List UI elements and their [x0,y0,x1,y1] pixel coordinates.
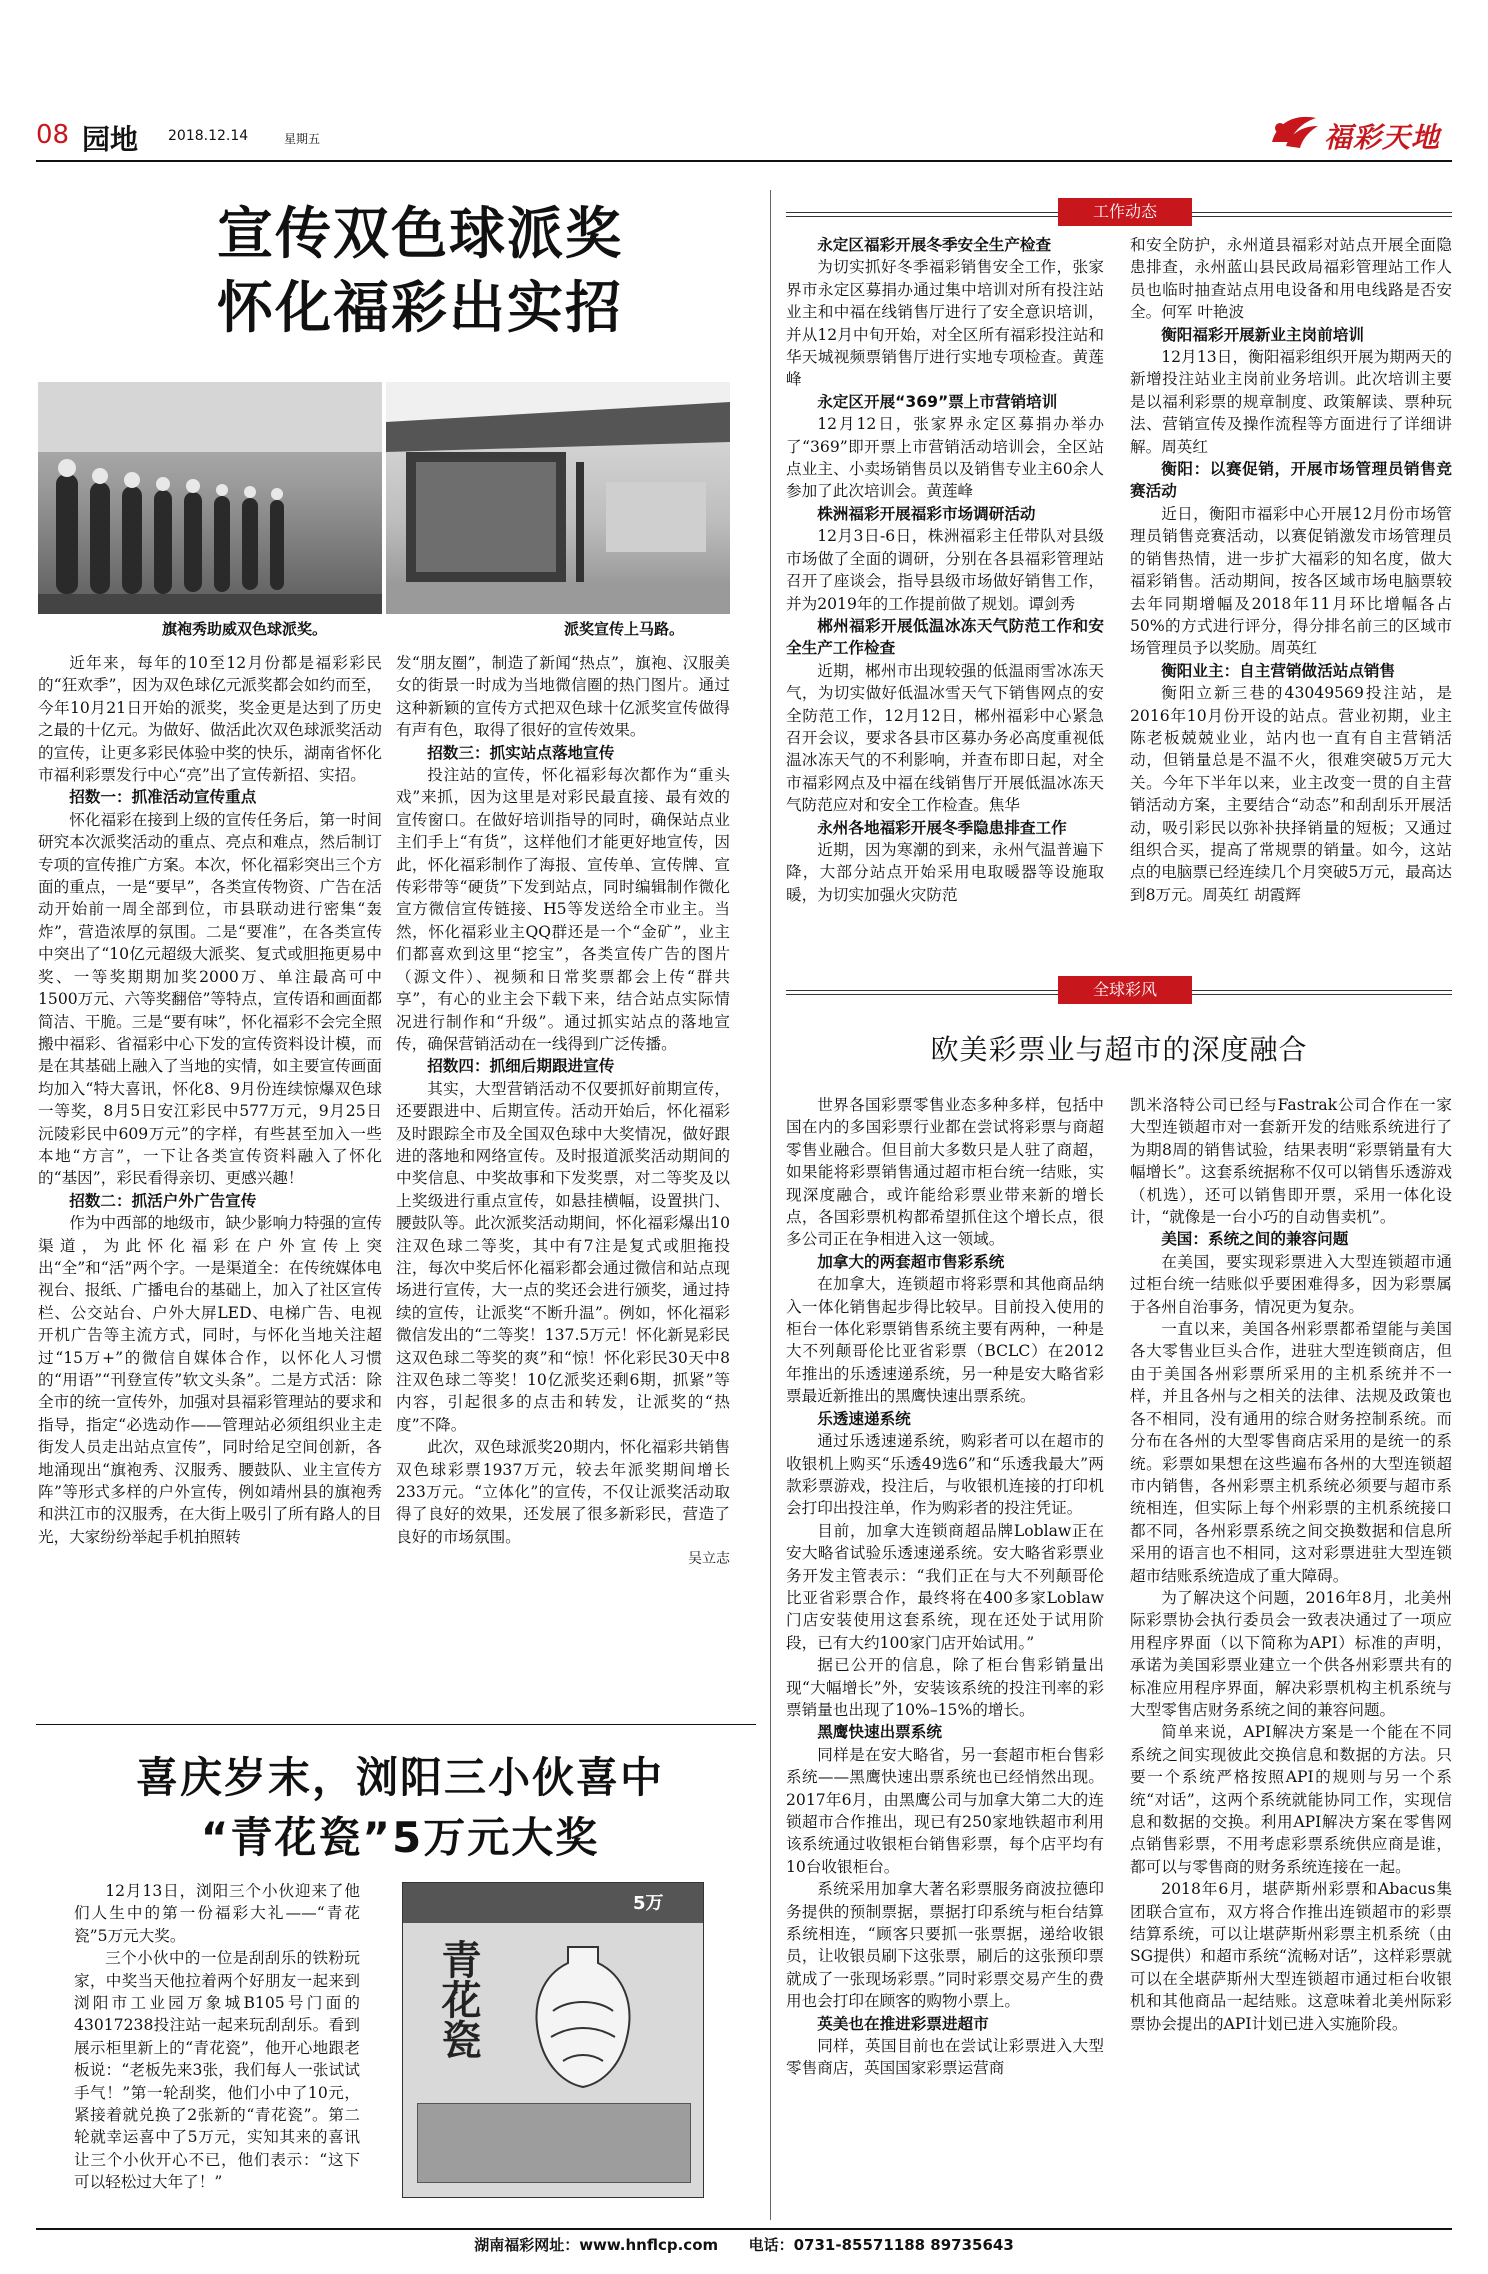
subheading: 郴州福彩开展低温冰冻天气防范工作和安全生产工作检查 [786,616,1104,658]
porcelain-vase-icon [523,1941,643,2091]
paragraph: 系统采用加拿大著名彩票服务商波拉德印务提供的预制票据，票据打印系统与柜台结算系统相连，“顾客只要抓一张票据，递给收银员，让收银员刷下这张票，刷后的这张预印票就成了一张现场彩票。”同时彩票交易产生的费用也会打印在顾客的购物小票上。 [786,1880,1104,2011]
paragraph: 近期，因为寒潮的到来，永州气温普遍下降，大部分站点开始采用电取暖器等设施取暖，为切实加强火灾防范 [786,840,1104,904]
worldlottery-column-1 [786,1094,1104,2220]
paragraph: 通过乐透速递系统，购彩者可以在超市的收银机上购买“乐透49选6”和“乐透我最大”两款彩票游戏，投注后，与收银机连接的打印机会打印出投注单，作为购彩者的投注凭证。 [786,1432,1104,1518]
logo-emblem-icon [1268,112,1322,152]
footer-website: 湖南福彩网址：www.hnflcp.com [474,2236,719,2254]
paragraph: 12月13日，衡阳福彩组织开展为期两天的新增投注站业主岗前业务培训。此次培训主要是以福利彩票的规章制度、政策解读、票种玩法、营销宣传及操作流程等方面进行了详细讲解。周英红 [1130,348,1452,456]
subheading: 株洲福彩开展福彩市场调研活动 [817,504,1036,523]
subheading: 永州各地福彩开展冬季隐患排查工作 [817,818,1067,837]
subheading: 永定区福彩开展冬季安全生产检查 [817,236,1052,254]
paragraph: 在美国，要实现彩票进入大型连锁超市通过柜台统一结账似乎要困难得多，因为彩票属于各州自治事务，情况更为复杂。 [1130,1252,1452,1316]
caption-qipao: 旗袍秀助威双色球派奖。 [162,620,328,638]
paragraph: 怀化福彩在接到上级的宣传任务后，第一时间研究本次派奖活动的重点、亮点和难点，然后制订专项的宣传推广方案。本次，怀化福彩突出三个方面的重点，一是“要早”，各类宣传物资、广告在活动开始前一周全部到位，市县联动进行密集“轰炸”，营造浓厚的氛围。二是“要准”，在各类宣传中突出了“10亿元超级大派奖、复式或胆拖更易中奖、一等奖期期加奖2000万、单注最高可中1500万元、六等奖翻倍”等特点，宣传语和画面都简洁、干脆。三是“要有味”，怀化福彩不会完全照搬中福彩、省福彩中心下发的宣传资料设计模，而是在其基础上融入了当地的实情，如主要宣传画面均加入“特大喜讯，怀化8、9月份连续惊爆双色球一等奖，8月5日安江彩民中577万元，9月25日沅陵彩民中609万元”的字样，有些甚至加入一些本地“方言”，一下让各类宣传资料融入了怀化的“基因”，彩民看得亲切、更感兴趣！ [38,810,382,1188]
footer-phone: 电话：0731-85571188 89735643 [748,2236,1014,2254]
masthead-rule [36,160,1452,162]
paragraph: 12月3日-6日，株洲福彩主任带队对县级市场做了全面的调研，分别在各县福彩管理站召开了座谈会，指导县级市场做好销售工作，并为2019年的工作提前做了规划。谭剑秀 [786,527,1104,613]
issue-date: 2018.12.14 [168,128,249,144]
paragraph: 12月13日，浏阳三个小伙迎来了他们人生中的第一份福彩大礼——“青花瓷”5万元大奖。 [74,1882,360,1945]
article1-title-line1: 宣传双色球派奖 [217,202,623,267]
photo-bus-stop-ad [386,382,730,614]
footer [36,2234,1452,2255]
workdynamics-tag: 工作动态 [1058,198,1192,226]
paragraph: 近年来，每年的10至12月份都是福彩彩民的“狂欢季”，因为双色球亿元派奖都会如约而至，今年10月21日开始的派奖，奖金更是达到了历史之最的十亿元。为做好、做活此次双色球派奖活动的宣传，让更多彩民体验中奖的快乐，湖南省怀化市福利彩票发行中心“亮”出了宣传新招、实招。 [38,654,382,785]
logo [1268,112,1452,156]
caption-bus-stop: 派奖宣传上马路。 [564,620,685,638]
paragraph: 和安全防护，永州道县福彩对站点开展全面隐患排查，永州蓝山县民政局福彩管理站工作人员也临时抽查站点用电设备和用电线路是否安全。何军 叶艳波 [1130,236,1452,322]
issue-weekday: 星期五 [284,132,321,146]
paragraph: 为了解决这个问题，2016年8月，北美州际彩票协会执行委员会一致表决通过了一项应用程序界面（以下简称为API）标准的声明，承诺为美国彩票业建立一个供各州彩票共有的标准应用程序界面，解决彩票机构主机系统与大型零售店财务系统之间的兼容问题。 [1130,1588,1452,1719]
ticket-label: 青花瓷 [435,1939,482,2059]
subheading: 乐透速递系统 [817,1409,911,1428]
article2-title-line1: 喜庆岁末，浏阳三小伙喜中 [135,1753,664,1802]
subheading: 美国：系统之间的兼容问题 [1161,1230,1349,1249]
worldlottery-column-2 [1130,1094,1452,2220]
scratch-ticket-image [402,1882,704,2198]
subheading: 衡阳业主：自主营销做活站点销售 [1161,661,1396,680]
masthead [36,112,1452,162]
worldlottery-title: 欧美彩票业与超市的深度融合 [930,1033,1308,1066]
article2-title-line2: “青花瓷”5万元大奖 [200,1813,600,1862]
workdynamics-column-2 [1130,234,1452,954]
subheading: 英美也在推进彩票进超市 [817,2014,989,2033]
subheading: 衡阳：以赛促销，开展市场管理员销售竞赛活动 [1130,460,1452,501]
paragraph: 同样是在安大略省，另一套超市柜台售彩系统——黑鹰快速出票系统也已经悄然出现。2017年6月，由黑鹰公司与加拿大第二大的连锁超市合作推出，现已有250家地铁超市利用该系统通过收银柜台销售彩票，每个店平均有10台收银柜台。 [786,1745,1104,1876]
article2-title [50,1748,750,1868]
paragraph: 简单来说，API解决方案是一个能在不同系统之间实现彼此交换信息和数据的方法。只要一个系统严格按照API的规则与另一个系统“对话”，这两个系统就能协同工作，实现信息和数据的交换。利用API解决方案在零售网点销售彩票，不用考虑彩票系统供应商是谁，都可以与零售商的财务系统连接在一起。 [1130,1723,1452,1876]
column-divider [770,190,771,2220]
article1-title [60,198,780,346]
paragraph: 2018年6月，堪萨斯州彩票和Abacus集团联合宣布，双方将合作推出连锁超市的彩票结算系统，可以让堪萨斯州彩票主机系统（由SG提供）和超市系统“流畅对话”，这样彩票就可以在全堪萨斯州大型连锁超市通过柜台收银机和其他商品一起结账。这意味着北美州际彩票协会提出的API计划已进入实施阶段。 [1130,1880,1452,2033]
paragraph: 三个小伙中的一位是刮刮乐的铁粉玩家，中奖当天他拉着两个好朋友一起来到浏阳市工业园万象城B105号门面的43017238投注站一起来玩刮刮乐。看到展示柜里新上的“青花瓷”，他开心地跟老板说：“老板先来3张，我们每人一张试试手气！”第一轮刮奖，他们小中了10元，紧接着就兑换了2张新的“青花瓷”。第二轮就幸运喜中了5万元，实知其来的喜讯让三个小伙开心不已，他们表示：“这下可以轻松过大年了！” [74,1949,360,2192]
article2-body [74,1880,360,2200]
paragraph: 衡阳立新三巷的43049569投注站，是2016年10月份开设的站点。营业初期，业主陈老板兢兢业业，站内也一直有自主营销活动，但销量总是不温不火，很难突破5万元大关。今年下半年以来，业主改变一贯的自主营销活动方案，主要结合“动态”和刮刮乐开展活动，吸引彩民以弥补抉择销量的短板；又通过组织合买，提高了常规票的销量。如今，这站点的电脑票已经连续几个月突破5万元，最高达到8万元。周英红 胡霞辉 [1130,684,1452,904]
paragraph: 凯米洛特公司已经与Fastrak公司合作在一家大型连锁超市对一套新开发的结账系统进行了为期8周的销售试验，结果表明“彩票销量有大幅增长”。这套系统据称不仅可以销售乐透游戏（机选），还可以销售即开票，采用一体化设计，“就像是一台小巧的自动售卖机”。 [1130,1096,1452,1227]
article1-column-2 [396,652,730,1712]
footer-rule [36,2228,1452,2230]
subheading: 加拿大的两套超市售彩系统 [817,1252,1005,1271]
article-divider [36,1724,756,1725]
paragraph: 在加拿大，连锁超市将彩票和其他商品纳入一体化销售起步得比较早。目前投入使用的柜台一体化彩票销售系统主要有两种，一种是大不列颠哥伦比亚省彩票（BCLC）在2012年推出的乐透速递系统，另一种是安大略省彩票最近新推出的黑鹰快速出票系统。 [786,1275,1104,1406]
paragraph: 世界各国彩票零售业态多种多样，包括中国在内的多国彩票行业都在尝试将彩票与商超零售业融合。但目前大多数只是人驻了商超，如果能将彩票销售通过超市柜台统一结账，实现深度融合，或许能给彩票业带来新的增长点，各国彩票机构都希望抓住这个增长点，很多公司正在争相进入这一领域。 [786,1096,1104,1249]
paragraph: 同样，英国目前也在尝试让彩票进入大型零售商店，英国国家彩票运营商 [786,2037,1104,2078]
author-byline: 吴立志 [688,1551,730,1568]
paragraph: 近期，郴州市出现较强的低温雨雪冰冻天气，为切实做好低温冰雪天气下销售网点的安全防范工作，12月12日，郴州福彩中心紧急召开会议，要求各县市区募办务必高度重视低温冰冻天气的不利影响，并查布即日起，对全市福彩网点及中福在线销售厅开展低温冰冻天气防范应对和安全工作检查。焦华 [786,661,1104,815]
paragraph: 此次，双色球派奖20期内，怀化福彩共销售双色球彩票1937万元，较去年派奖期间增长233万元。“立体化”的宣传，不仅让派奖活动取得了良好的效果，还发展了很多新彩民，营造了良好的市场氛围。 [396,1438,730,1546]
paragraph: 作为中西部的地级市，缺少影响力特强的宣传渠道，为此怀化福彩在户外宣传上突出“全”和“活”两个字。一是渠道全：在传统媒体电视台、报纸、广播电台的基础上，加入了社区宣传栏、公交站台、户外大屏LED、电梯广告、电视开机广告等主流方式，同时，与怀化当地关注超过“15万+”的微信自媒体合作，以怀化人习惯的“用语”“刊登宣传”软文头条”。二是方式活：除全市的统一宣传外，加强对县福彩管理站的要求和指导，指定“必选动作——管理站必须组织业主走街发人员走出站点宣传”，同时给足空间创新，各地涌现出“旗袍秀、汉服秀、腰鼓队、业主宣传方阵”等形式多样的户外宣传，例如靖州县的旗袍秀和洪江市的汉服秀，在大街上吸引了所有路人的目光，大家纷纷举起手机拍照转 [38,1214,382,1546]
subheading: 招数一：抓准活动宣传重点 [69,788,257,807]
subheading: 黑鹰快速出票系统 [817,1723,942,1742]
worldlottery-tag: 全球彩风 [1058,976,1192,1004]
article1-column-1 [38,652,382,1712]
paragraph: 目前，加拿大连锁商超品牌Loblaw正在安大略省试验乐透速递系统。安大略省彩票业务开发主管表示：“我们正在与大不列颠哥伦比亚省彩票合作，最终将在400多家Loblaw门店安装使用这套系统，现在还处于试用阶段，已有大约100家门店开始试用。” [786,1521,1104,1652]
ticket-prize: 5万 [633,1893,664,1914]
logo-text: 福彩天地 [1324,121,1441,154]
paragraph: 为切实抓好冬季福彩销售安全工作，张家界市永定区募捐办通过集中培训对所有投注站业主和中福在线销售厅进行了安全意识培训，并从12月中旬开始，对全区所有福彩投注站和华天城视频票销售厅进行实地专项检查。黄莲峰 [786,258,1104,389]
section-name: 园地 [82,123,139,156]
paragraph: 12月12日，张家界永定区募捐办举办了“369”即开票上市营销活动培训会，全区站点业主、小卖场销售员以及销售专业主60余人参加了此次培训会。黄莲峰 [786,415,1104,501]
paragraph: 发“朋友圈”，制造了新闻“热点”，旗袍、汉服美女的街景一时成为当地微信圈的热门图片。通过这种新颖的宣传方式把双色球十亿派奖宣传做得有声有色，取得了很好的宣传效果。 [396,654,730,740]
paragraph: 近日，衡阳市福彩中心开展12月份市场管理员销售竞赛活动，以赛促销激发市场管理员的销售热情，进一步扩大福彩的知名度，做大福彩销售。活动期间，按各区域市场电脑票较去年同期增幅及2018年11月环比增幅各占50%的方式进行评分，得分排名前三的区域市场管理员予以奖励。周英红 [1130,504,1452,658]
subheading: 招数三：抓实站点落地宣传 [427,743,615,762]
paragraph: 一直以来，美国各州彩票都希望能与美国各大零售业巨头合作，进驻大型连锁商店，但由于美国各州彩票所采用的主机系统并不一样，并且各州与之相关的法律、法规及政策也各不相同，没有通用的综合财务控制系统。而分布在各州的大型零售商店采用的是统一的系统。彩票如果想在这些遍布各州的大型连锁超市内销售，各州彩票主机系统必须要与超市系统相连，但实际上每个州彩票的主机系统接口都不同，各州彩票系统之间交换数据和信息所采用的语言也不相同，这对彩票进驻大型连锁超市结账系统造成了重大障碍。 [1130,1320,1452,1585]
page-number: 08 [36,120,70,150]
subheading: 招数四：抓细后期跟进宣传 [427,1057,615,1076]
subheading: 招数二：抓活户外广告宣传 [69,1191,257,1210]
workdynamics-column-1 [786,234,1104,954]
paragraph: 投注站的宣传，怀化福彩每次都作为“重头戏”来抓，因为这里是对彩民最直接、最有效的宣传窗口。在做好培训指导的同时，确保站点业主们手上“有货”，这样他们才能更好地宣传，因此，怀化福彩制作了海报、宣传单、宣传牌、宣传彩带等“硬货”下发到站点，同时编辑制作微化宣方微信宣传链接、H5等发送给全市业主。当然，怀化福彩业主QQ群还是一个“金矿”，业主们都喜欢到这里“挖宝”，各类宣传广告的图片（源文件）、视频和日常奖票都会上传“群共享”，有心的业主会下载下来，结合站点实际情况进行制作和“升级”。通过抓实站点的落地宣传，确保营销活动在一线得到广泛传播。 [396,766,730,1053]
paragraph: 其实，大型营销活动不仅要抓好前期宣传，还要跟进中、后期宣传。活动开始后，怀化福彩及时跟踪全市及全国双色球中大奖情况，做好跟进的落地和网络宣传。及时报道派奖活动期间的中奖信息、中奖故事和下发奖票，对二等奖及以上奖级进行重点宣传，如悬挂横幅，设置拱门、腰鼓队等。此次派奖活动期间，怀化福彩爆出10注双色球二等奖，其中有7注是复式或胆拖投注，每次中奖后怀化福彩都会通过微信和站点现场进行宣传，大一点的奖还会进行颁奖，通过持续的宣传，让派奖“不断升温”。例如，怀化福彩微信发出的“二等奖！137.5万元！怀化新晃彩民这双色球二等奖的爽”和“惊！怀化彩民30天中8注双色球二等奖！10亿派奖还剩6期，抓紧”等内容，引起很多的点击和转发，让派奖的“热度”不降。 [396,1079,730,1434]
photo-qipao-show [38,382,382,614]
subheading: 永定区开展“369”票上市营销培训 [817,392,1058,411]
article1-title-line2: 怀化福彩出实招 [217,276,623,341]
subheading: 衡阳福彩开展新业主岗前培训 [1161,325,1364,344]
paragraph: 据已公开的信息，除了柜台售彩销量出现“大幅增长”外，安装该系统的投注刊率的彩票销量也出现了10%–15%的增长。 [786,1656,1104,1719]
ticket-scratch-area [417,2103,691,2183]
